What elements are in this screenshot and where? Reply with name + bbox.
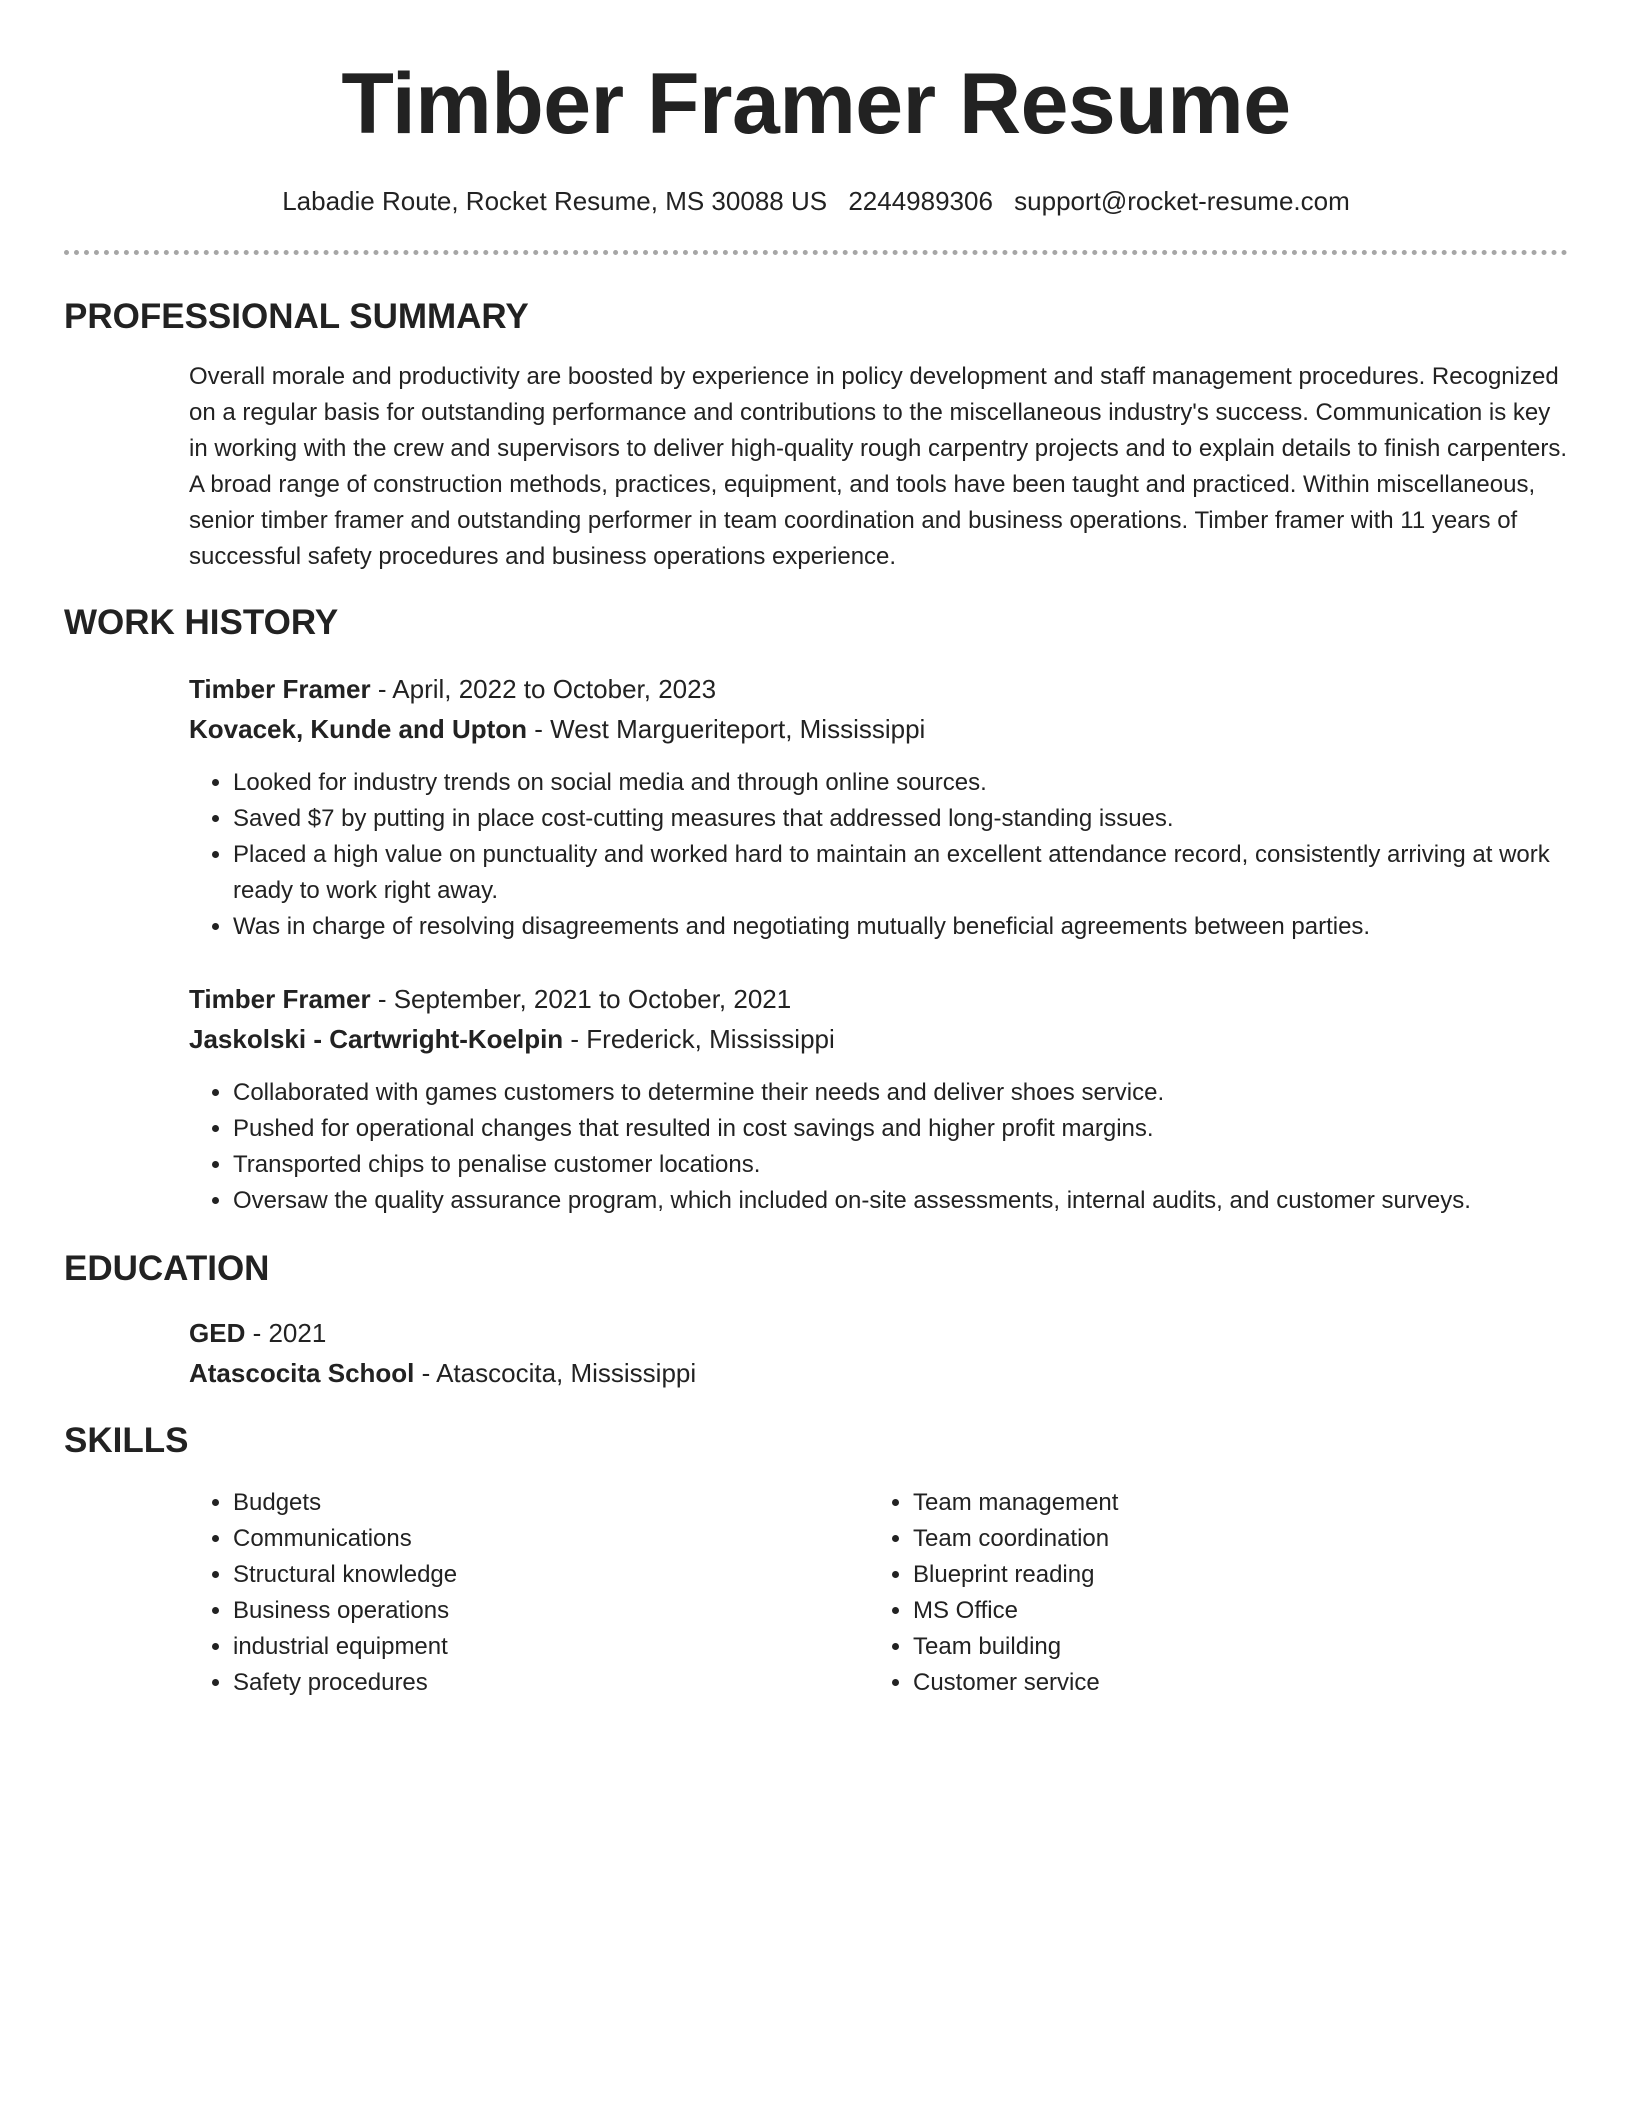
job-bullets — [189, 1075, 1568, 1219]
job-dates: - September, 2021 to October, 2021 — [370, 984, 792, 1014]
job-location: - West Margueriteport, Mississippi — [527, 714, 926, 744]
skills-list-left — [189, 1485, 869, 1701]
skill-item: • Blueprint reading — [913, 1557, 1509, 1593]
job-bullet: • Transported chips to penalise customer locations. — [233, 1147, 1568, 1183]
job-dates: - April, 2022 to October, 2023 — [370, 674, 717, 704]
education-school-line — [189, 1353, 1568, 1393]
contact-address: Labadie Route, Rocket Resume, MS 30088 US — [282, 186, 828, 216]
work-history-heading: WORK HISTORY — [64, 603, 339, 642]
resume-title: Timber Framer Resume — [341, 56, 1291, 152]
job-entry — [189, 979, 1568, 1219]
education-school: Atascocita School — [189, 1358, 415, 1388]
job-company: Kovacek, Kunde and Upton — [189, 714, 528, 744]
skills-list-right — [869, 1485, 1509, 1701]
job-company: Jaskolski - Cartwright-Koelpin — [189, 1024, 564, 1054]
skill-item: • Structural knowledge — [233, 1557, 869, 1593]
job-bullet: • Placed a high value on punctuality and worked hard to maintain an excellent attendance record, consistently arriving at work ready to work right away. — [233, 837, 1568, 909]
skill-item: • Team building — [913, 1629, 1509, 1665]
job-title-line — [189, 669, 1568, 709]
job-bullets — [189, 765, 1568, 945]
summary-heading: PROFESSIONAL SUMMARY — [64, 297, 529, 336]
education-heading: EDUCATION — [64, 1249, 270, 1288]
job-bullet: • Was in charge of resolving disagreements and negotiating mutually beneficial agreements between parties. — [233, 909, 1568, 945]
skill-item: • Customer service — [913, 1665, 1509, 1701]
skill-item: • Safety procedures — [233, 1665, 869, 1701]
header-divider — [64, 250, 1568, 255]
job-entry — [189, 669, 1568, 945]
job-bullet: • Saved $7 by putting in place cost-cutting measures that addressed long-standing issues. — [233, 801, 1568, 837]
job-location: - Frederick, Mississippi — [563, 1024, 835, 1054]
skill-item: • Communications — [233, 1521, 869, 1557]
skill-item: • industrial equipment — [233, 1629, 869, 1665]
skill-item: • Team coordination — [913, 1521, 1509, 1557]
summary-text: Overall morale and productivity are boosted by experience in policy development and staff management procedures. Recognized on a regular basis for outstanding performance and contributions to the miscellaneous industry's success. Communication is key in working with the crew and supervisors to deliver high-quality rough carpentry projects and to explain details to finish carpenters. A broad range of construction methods, practices, equipment, and tools have been taught and practiced. Within miscellaneous, senior timber framer and outstanding performer in team coordination and business operations. Timber framer with 11 years of successful safety procedures and business operations experience. — [189, 363, 1568, 570]
education-entry — [189, 1313, 1568, 1393]
contact-info — [64, 184, 1568, 218]
education-degree-line — [189, 1313, 1568, 1353]
job-company-line — [189, 1019, 1568, 1059]
contact-email: support@rocket-resume.com — [1014, 186, 1350, 216]
job-company-line — [189, 709, 1568, 749]
job-bullet: • Oversaw the quality assurance program, which included on-site assessments, internal audits, and customer surveys. — [233, 1183, 1568, 1219]
contact-phone: 2244989306 — [848, 186, 993, 216]
job-title-line — [189, 979, 1568, 1019]
job-title: Timber Framer — [189, 984, 371, 1014]
job-bullet: • Pushed for operational changes that resulted in cost savings and higher profit margins. — [233, 1111, 1568, 1147]
skill-item: • Budgets — [233, 1485, 869, 1521]
skill-item: • Team management — [913, 1485, 1509, 1521]
skills-heading: SKILLS — [64, 1421, 189, 1460]
job-bullet: • Looked for industry trends on social media and through online sources. — [233, 765, 1568, 801]
job-bullet: • Collaborated with games customers to determine their needs and deliver shoes service. — [233, 1075, 1568, 1111]
education-degree: GED — [189, 1318, 246, 1348]
job-title: Timber Framer — [189, 674, 371, 704]
education-year: - 2021 — [245, 1318, 327, 1348]
skills-columns — [189, 1485, 1568, 1701]
skill-item: • MS Office — [913, 1593, 1509, 1629]
skill-item: • Business operations — [233, 1593, 869, 1629]
education-location: - Atascocita, Mississippi — [414, 1358, 697, 1388]
